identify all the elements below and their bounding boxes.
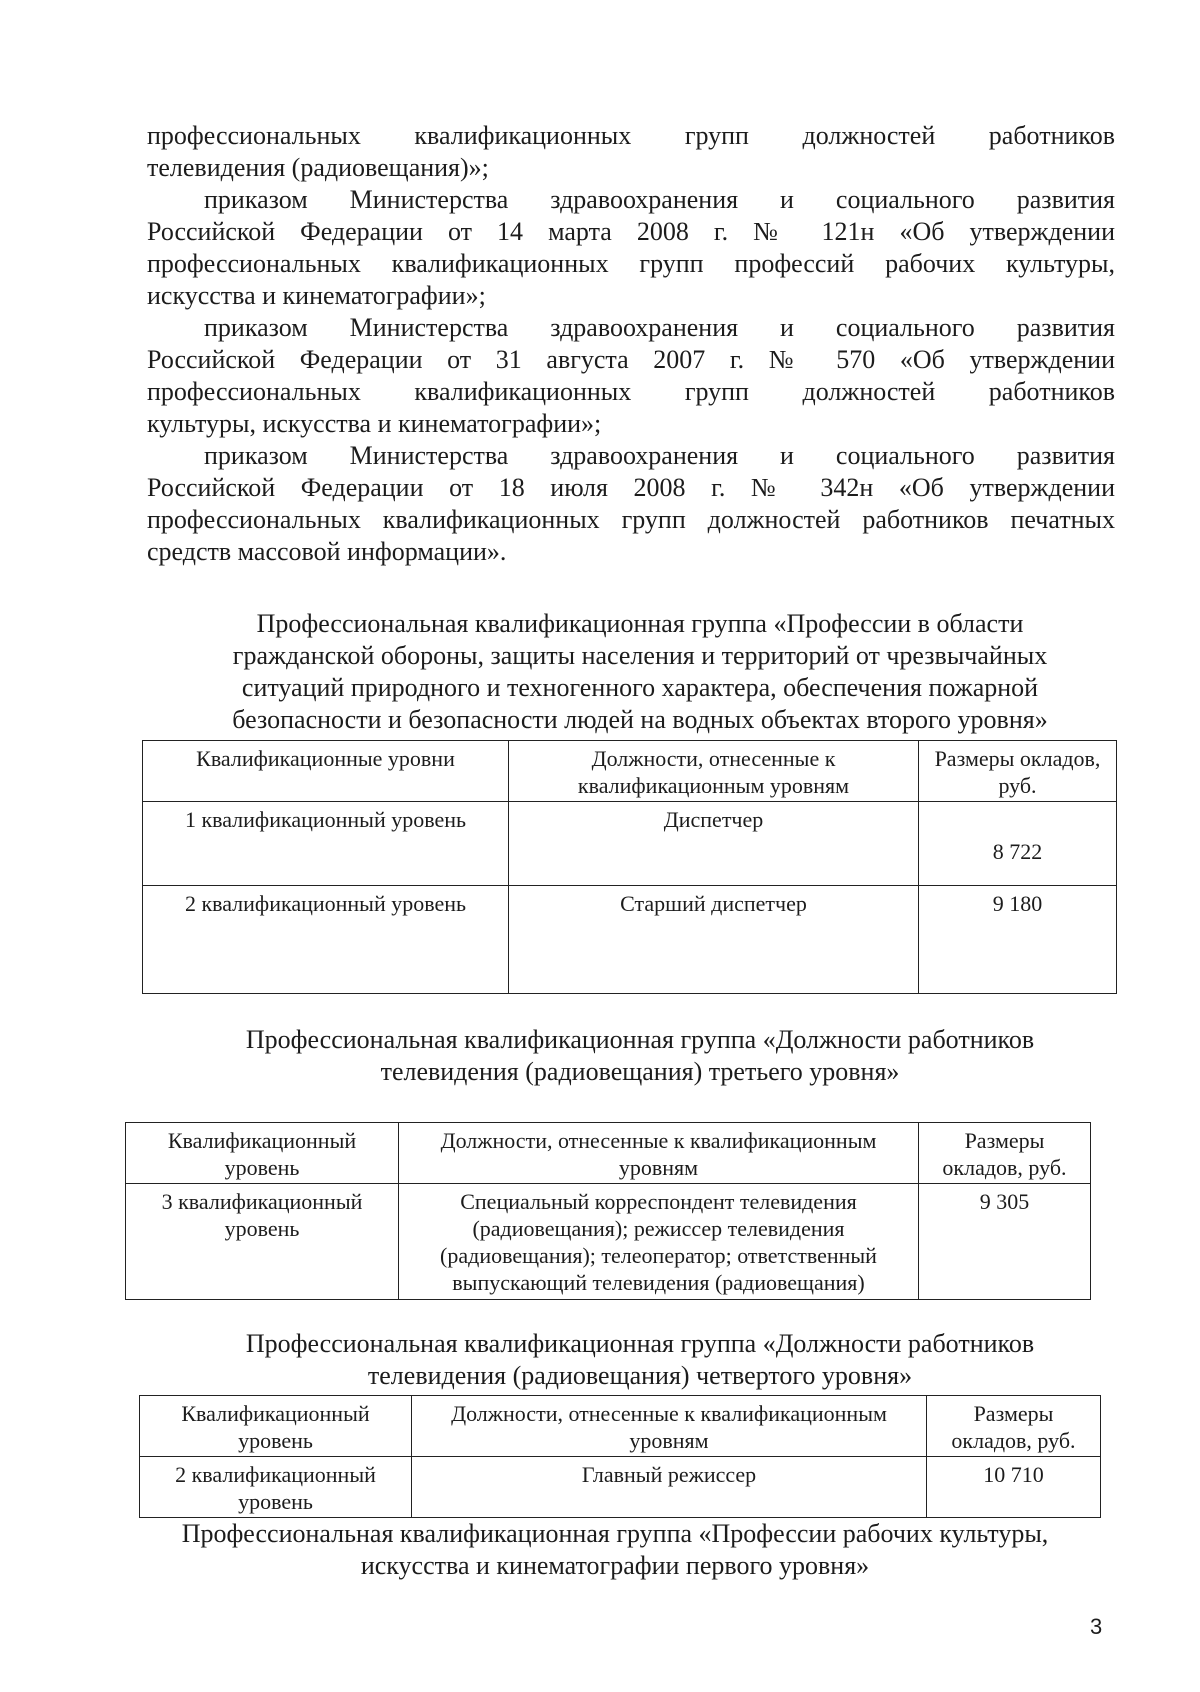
intro-line: профессиональных квалификационных групп должностей работников bbox=[147, 377, 1115, 406]
position-cell: Специальный корреспондент телевидения (радиовещания); режиссер телевидения (радиовещания); телеоператор; ответственный выпускающий телевидения (радиовещания) bbox=[399, 1184, 919, 1300]
group1-table bbox=[142, 740, 1117, 994]
table-header-row bbox=[140, 1396, 1101, 1457]
position-cell: Старший диспетчер bbox=[509, 886, 919, 994]
header-cell-position: Должности, отнесенные к квалификационным уровням bbox=[399, 1123, 919, 1184]
group1-title-line: гражданской обороны, защиты населения и территорий от чрезвычайных bbox=[232, 641, 1048, 670]
intro-line: средств массовой информации». bbox=[147, 537, 507, 566]
page-number: 3 bbox=[1090, 1614, 1103, 1639]
level-cell: 2 квалификационный уровень bbox=[140, 1457, 412, 1518]
header-cell-level: Квалификационный уровень bbox=[140, 1396, 412, 1457]
group1-title bbox=[160, 608, 1120, 736]
group1-title-line: безопасности и безопасности людей на водных объектах второго уровня» bbox=[232, 705, 1048, 734]
salary-cell: 9 180 bbox=[919, 886, 1117, 994]
intro-line: приказом Министерства здравоохранения и социального развития bbox=[204, 313, 1115, 342]
intro-line: профессиональных квалификационных групп должностей работников печатных bbox=[147, 505, 1115, 534]
header-cell-position: Должности, отнесенные к квалификационным уровням bbox=[509, 741, 919, 802]
position-cell: Главный режиссер bbox=[412, 1457, 927, 1518]
table-header-row bbox=[126, 1123, 1091, 1184]
header-cell-salary: Размеры окладов, руб. bbox=[919, 741, 1117, 802]
table-row bbox=[143, 886, 1117, 994]
group1-title-line: Профессиональная квалификационная группа «Профессии в области bbox=[256, 609, 1024, 638]
group2-title-line: телевидения (радиовещания) третьего уровня» bbox=[380, 1057, 900, 1086]
intro-line: приказом Министерства здравоохранения и социального развития bbox=[204, 185, 1115, 214]
intro-line: культуры, искусства и кинематографии»; bbox=[147, 409, 602, 438]
table-header-row bbox=[143, 741, 1117, 802]
table-row bbox=[143, 802, 1117, 886]
intro-line: Российской Федерации от 14 марта 2008 г. № 121н «Об утверждении bbox=[147, 217, 1115, 246]
header-cell-salary: Размеры окладов, руб. bbox=[927, 1396, 1101, 1457]
intro-line: приказом Министерства здравоохранения и социального развития bbox=[204, 441, 1115, 470]
intro-line: Российской Федерации от 18 июля 2008 г. № 342н «Об утверждении bbox=[147, 473, 1115, 502]
position-cell: Диспетчер bbox=[509, 802, 919, 886]
group2-title-line: Профессиональная квалификационная группа «Должности работников bbox=[245, 1025, 1035, 1054]
header-cell-position: Должности, отнесенные к квалификационным уровням bbox=[412, 1396, 927, 1457]
salary-cell: 8 722 bbox=[919, 802, 1117, 886]
header-cell-salary: Размеры окладов, руб. bbox=[919, 1123, 1091, 1184]
intro-line: профессиональных квалификационных групп профессий рабочих культуры, bbox=[147, 249, 1115, 278]
salary-cell: 9 305 bbox=[919, 1184, 1091, 1300]
level-cell: 2 квалификационный уровень bbox=[143, 886, 509, 994]
group2-table bbox=[125, 1122, 1091, 1300]
group3-title-line: телевидения (радиовещания) четвертого уровня» bbox=[367, 1361, 913, 1390]
intro-line: Российской Федерации от 31 августа 2007 г. № 570 «Об утверждении bbox=[147, 345, 1115, 374]
salary-cell: 10 710 bbox=[927, 1457, 1101, 1518]
group4-title-line: Профессиональная квалификационная группа «Профессии рабочих культуры, bbox=[181, 1519, 1049, 1548]
header-cell-level: Квалификационные уровни bbox=[143, 741, 509, 802]
group4-title-line: искусства и кинематографии первого уровня» bbox=[360, 1551, 870, 1580]
table-row bbox=[140, 1457, 1101, 1518]
intro-line: профессиональных квалификационных групп должностей работников bbox=[147, 121, 1115, 150]
intro-text bbox=[147, 120, 1115, 568]
intro-line: телевидения (радиовещания)»; bbox=[147, 153, 489, 182]
group3-title-line: Профессиональная квалификационная группа «Должности работников bbox=[245, 1329, 1035, 1358]
group2-title bbox=[160, 1024, 1120, 1088]
table-row bbox=[126, 1184, 1091, 1300]
group4-title bbox=[100, 1518, 1130, 1582]
intro-line: искусства и кинематографии»; bbox=[147, 281, 486, 310]
header-cell-level: Квалификационный уровень bbox=[126, 1123, 399, 1184]
group1-title-line: ситуаций природного и техногенного характера, обеспечения пожарной bbox=[241, 673, 1039, 702]
group3-table bbox=[139, 1395, 1101, 1518]
level-cell: 3 квалификационный уровень bbox=[126, 1184, 399, 1300]
level-cell: 1 квалификационный уровень bbox=[143, 802, 509, 886]
group3-title bbox=[160, 1328, 1120, 1392]
